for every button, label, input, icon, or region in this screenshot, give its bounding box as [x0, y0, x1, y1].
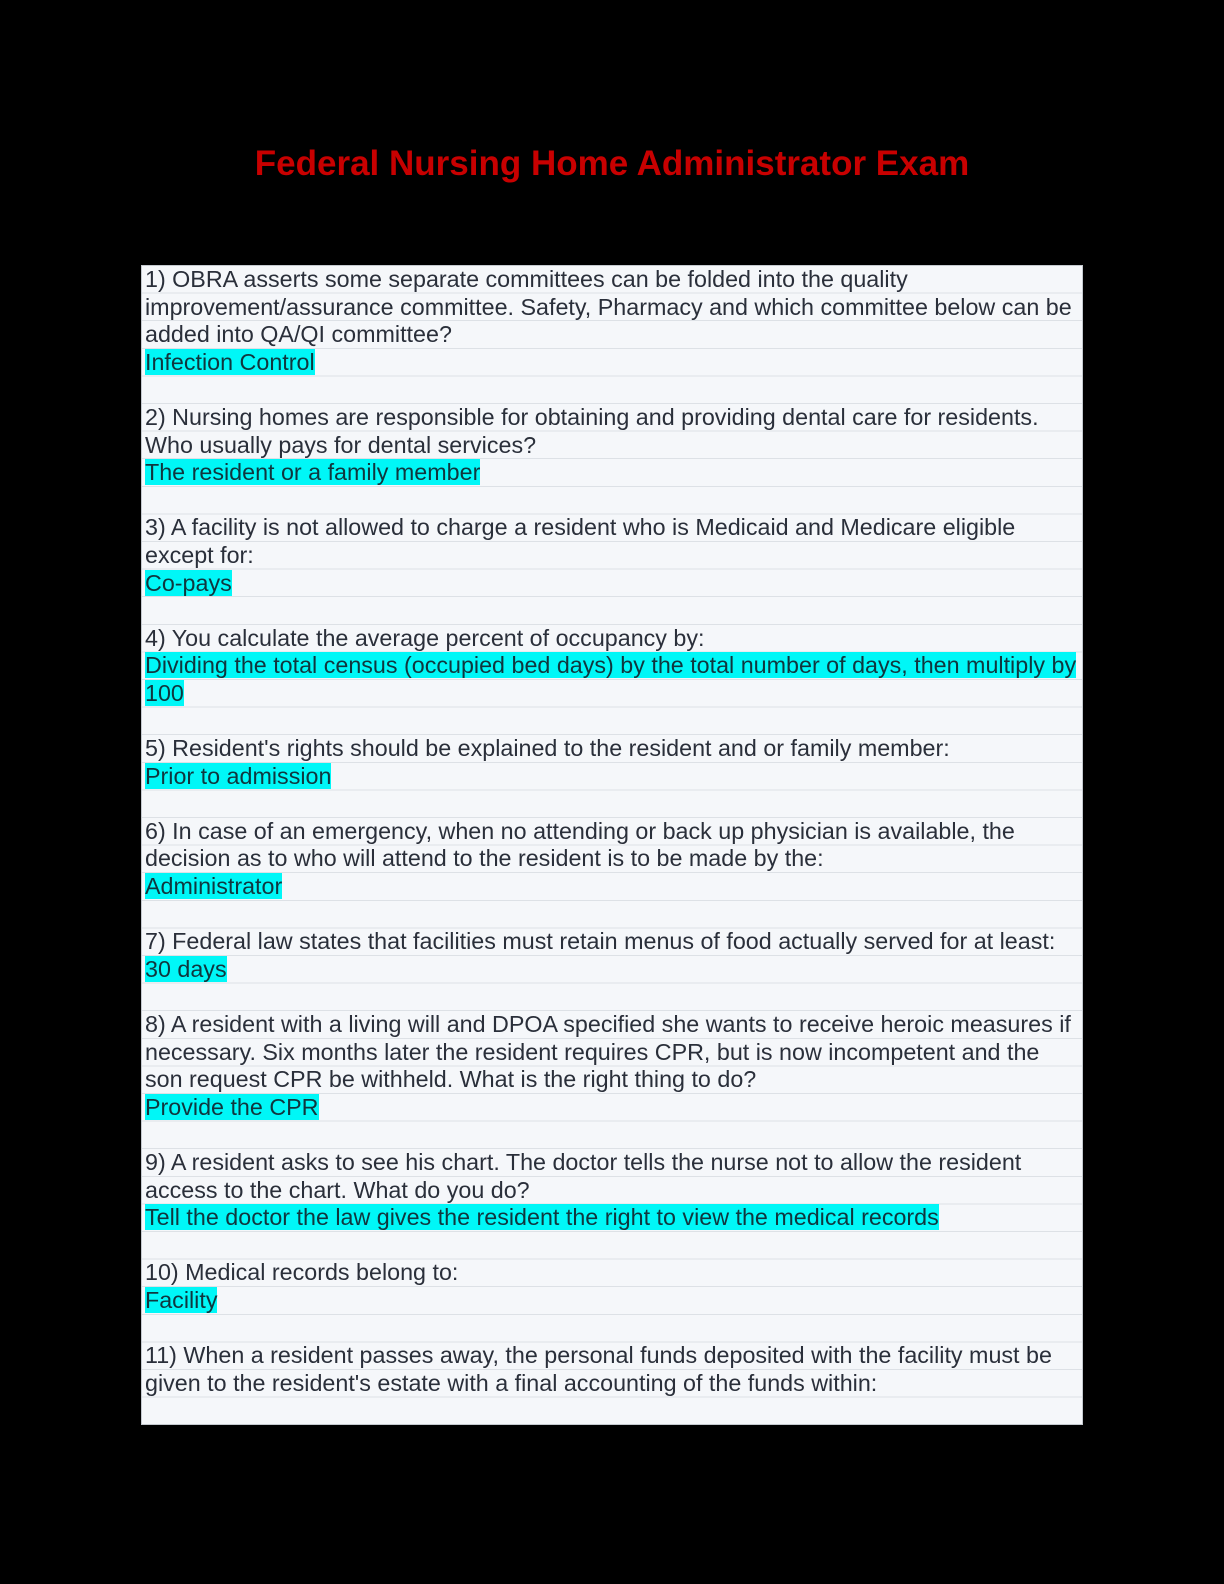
question-item [145, 1259, 1078, 1314]
question-text: 9) A resident asks to see his chart. The doctor tells the nurse not to allow the resident access to the chart. What do you do? [145, 1149, 1022, 1203]
question-item [145, 1011, 1078, 1121]
answer-highlight: Co-pays [145, 569, 232, 596]
question-item [145, 1149, 1078, 1232]
answer-text [145, 873, 1078, 901]
question-text: 11) When a resident passes away, the personal funds deposited with the facility must be given to the resident's estate with a final accounting of the funds within: [145, 1342, 1052, 1396]
question-text: 3) A facility is not allowed to charge a resident who is Medicaid and Medicare eligible except for: [145, 514, 1016, 568]
answer-highlight: The resident or a family member [145, 459, 481, 486]
question-item [145, 266, 1078, 376]
question-item [145, 818, 1078, 901]
page-title: Federal Nursing Home Administrator Exam [254, 144, 970, 183]
answer-highlight: Dividing the total census (occupied bed days) by the total number of days, then multiply by 100 [145, 652, 1077, 706]
question-item [145, 928, 1078, 983]
question-text: 7) Federal law states that facilities must retain menus of food actually served for at least: [145, 928, 1056, 955]
question-text: 4) You calculate the average percent of occupancy by: [145, 624, 705, 651]
answer-highlight: Prior to admission [145, 762, 332, 789]
answer-highlight: Administrator [145, 873, 283, 900]
answer-text [145, 459, 1078, 487]
question-item [145, 514, 1078, 597]
answer-highlight: Infection Control [145, 348, 315, 375]
answer-highlight: Facility [145, 1286, 218, 1313]
answer-text [145, 763, 1078, 791]
answer-text [145, 349, 1078, 377]
answer-text [145, 1287, 1078, 1315]
answer-text [145, 570, 1078, 598]
answer-text [145, 956, 1078, 984]
answer-text [145, 652, 1078, 707]
answer-highlight: 30 days [145, 955, 227, 982]
question-text: 1) OBRA asserts some separate committees can be folded into the quality improvement/assurance committee. Safety, Pharmacy and which committee below can be added into QA/QI committee? [145, 266, 1072, 348]
answer-highlight: Tell the doctor the law gives the resident the right to view the medical records [145, 1204, 939, 1231]
question-text: 10) Medical records belong to: [145, 1259, 459, 1286]
answer-text [145, 1094, 1078, 1122]
answer-text [145, 1204, 1078, 1232]
question-text: 2) Nursing homes are responsible for obtaining and providing dental care for residents. Who usually pays for dental services? [145, 403, 1039, 458]
question-item [145, 735, 1078, 790]
question-list [141, 265, 1083, 1425]
question-item [145, 625, 1078, 708]
question-item [145, 1342, 1078, 1397]
question-text: 5) Resident's rights should be explained to the resident and or family member: [145, 735, 950, 762]
question-text: 6) In case of an emergency, when no attending or back up physician is available, the decision as to who will attend to the resident is to be made by the: [145, 817, 1015, 872]
question-text: 8) A resident with a living will and DPOA specified she wants to receive heroic measures if necessary. Six months later the resident requires CPR, but is now incompetent and the son request CPR be withheld. What is the right thing to do? [145, 1011, 1071, 1093]
answer-highlight: Provide the CPR [145, 1093, 319, 1120]
question-item [145, 404, 1078, 487]
